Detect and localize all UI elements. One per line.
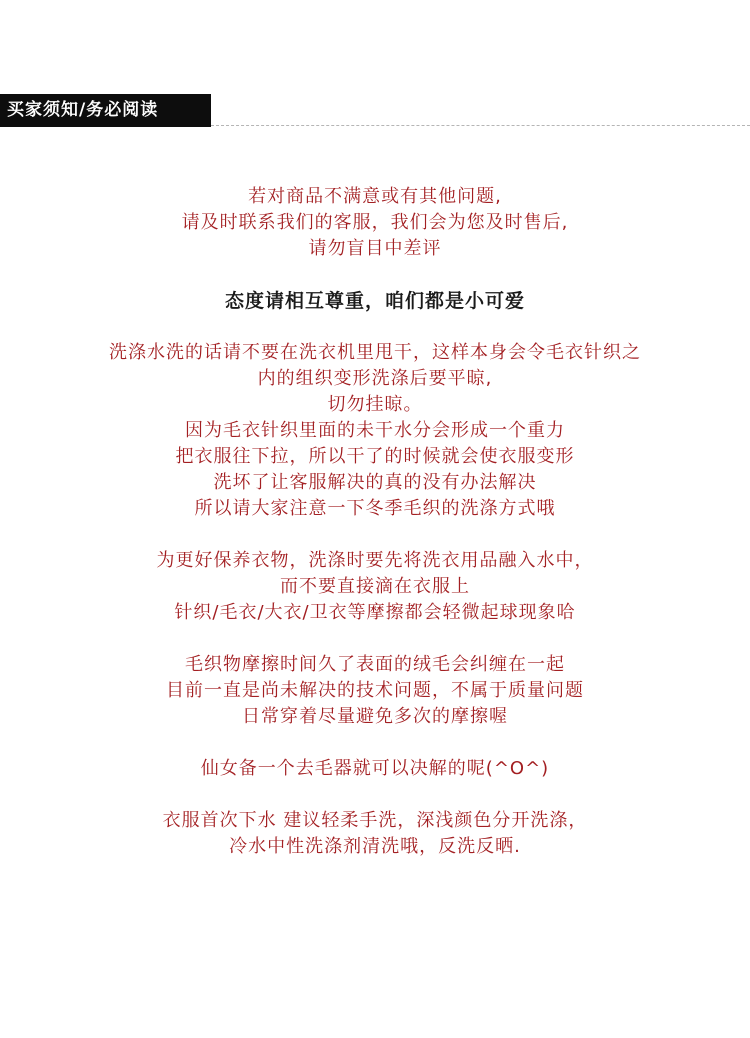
notice-title: 买家须知/务必阅读 (0, 94, 211, 127)
washing-line: 洗坏了让客服解决的真的没有办法解决 (213, 472, 537, 493)
attitude-heading: 态度请相互尊重，咱们都是小可爱 (224, 290, 525, 312)
first-wash-line: 冷水中性洗涤剂清洗哦，反洗反晒. (229, 836, 521, 857)
detergent-line: 针织/毛衣/大衣/卫衣等摩擦都会轻微起球现象哈 (174, 602, 576, 623)
detergent-line: 而不要直接滴在衣服上 (280, 576, 470, 597)
notice-header (0, 94, 750, 127)
washing-line: 切勿挂晾。 (327, 394, 423, 415)
washing-line: 洗涤水洗的话请不要在洗衣机里甩干，这样本身会令毛衣针织之 (109, 342, 641, 363)
complaint-line: 请勿盲目中差评 (308, 238, 442, 259)
washing-line: 内的组织变形洗涤后要平晾, (257, 368, 493, 389)
first-wash-line: 衣服首次下水 建议轻柔手洗，深浅颜色分开洗涤， (162, 810, 588, 831)
detergent-line: 为更好保养衣物，洗涤时要先将洗衣用品融入水中， (156, 550, 594, 571)
pilling-line: 日常穿着尽量避免多次的摩擦喔 (242, 706, 508, 727)
washing-line: 因为毛衣针织里面的未干水分会形成一个重力 (185, 420, 565, 441)
lint-remover-line: 仙女备一个去毛器就可以决解的呢(^O^) (200, 758, 550, 779)
pilling-line: 毛织物摩擦时间久了表面的绒毛会纠缠在一起 (185, 654, 565, 675)
complaint-line: 若对商品不满意或有其他问题, (248, 186, 502, 207)
complaint-line: 请及时联系我们的客服，我们会为您及时售后, (181, 212, 569, 233)
pilling-line: 目前一直是尚未解决的技术问题，不属于质量问题 (166, 680, 584, 701)
washing-line: 把衣服往下拉，所以干了的时候就会使衣服变形 (175, 446, 575, 467)
washing-line: 所以请大家注意一下冬季毛织的洗涤方式哦 (194, 498, 556, 519)
header-divider (211, 125, 750, 126)
